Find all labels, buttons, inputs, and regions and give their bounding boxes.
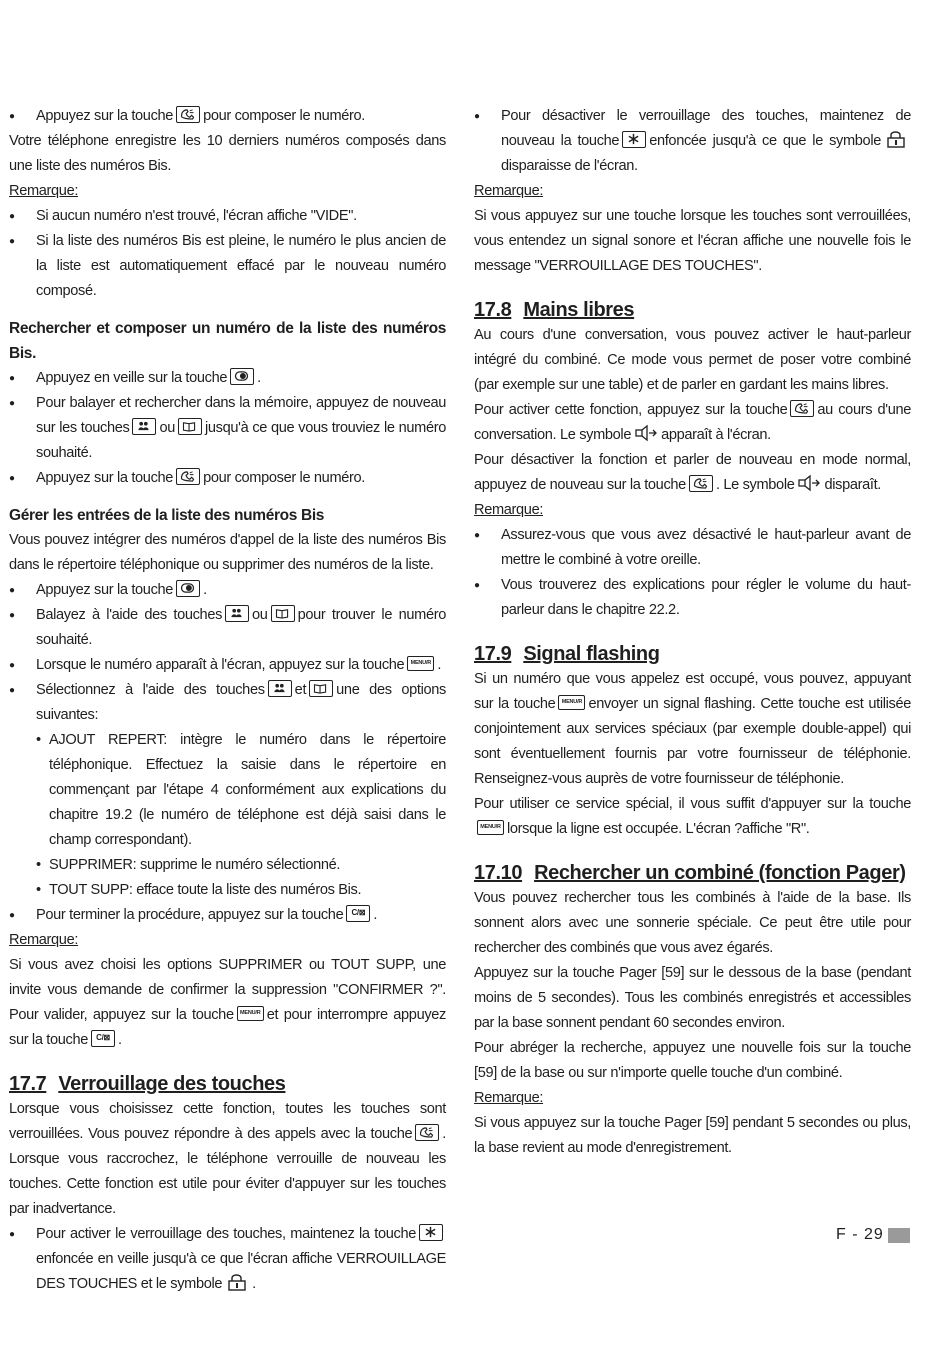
book-key-icon bbox=[178, 418, 202, 435]
text: pour trouver le numéro souhaité. bbox=[36, 607, 446, 648]
section-number: 17.7 bbox=[9, 1073, 47, 1095]
text: Appuyez sur la touche bbox=[36, 108, 174, 124]
menu-key-icon bbox=[477, 820, 504, 835]
remark-label: Remarque: bbox=[474, 1090, 544, 1106]
clear-key-icon bbox=[91, 1030, 115, 1047]
speaker-icon bbox=[635, 424, 657, 442]
text: Appuyez sur la touche bbox=[36, 582, 174, 598]
paragraph: Vous pouvez intégrer des numéros d'appel de la liste des numéros Bis dans le répertoire téléphonique ou supprimer des numéros de la liste. bbox=[9, 532, 446, 573]
text: Pour terminer la procédure, appuyez sur la touche bbox=[36, 907, 344, 923]
text: Pour activer le verrouillage des touches, maintenez la touche bbox=[36, 1226, 416, 1242]
remark-label: Remarque: bbox=[474, 502, 544, 518]
page-marker-bar bbox=[888, 1228, 910, 1243]
section-title: Signal flashing bbox=[523, 643, 660, 665]
text: Pour désactiver le verrouillage des touches, maintenez de nouveau la touche bbox=[501, 108, 911, 149]
key-label: MENU/R bbox=[410, 660, 432, 666]
lock-icon bbox=[885, 130, 907, 148]
remark-label: Remarque: bbox=[474, 183, 544, 199]
section-title: Rechercher un combiné (fonction Pager) bbox=[534, 862, 906, 884]
text: . Lorsque vous raccrochez, le téléphone verrouille de nouveau les touches. Cette fonction est utile pour éviter d'appuyer sur les touches par inadvertance. bbox=[9, 1126, 446, 1217]
list-item bbox=[474, 104, 911, 179]
text: Lorsque vous choisissez cette fonction, toutes les touches sont verrouillées. Vous pouvez répondre à des appels avec la touche bbox=[9, 1101, 446, 1142]
list-item: ● Si aucun numéro n'est trouvé, l'écran affiche "VIDE". bbox=[9, 204, 446, 229]
key-label: MENU/R bbox=[239, 1010, 261, 1016]
text: et pour interrompre appuyez sur la touche bbox=[9, 1007, 446, 1048]
text: disparaisse de l'écran. bbox=[501, 158, 638, 174]
list-item bbox=[9, 466, 446, 491]
text: lorsque la ligne est occupée. L'écran ?affiche "R". bbox=[507, 821, 810, 837]
remark-label: Remarque: bbox=[9, 932, 79, 948]
text: et bbox=[294, 682, 307, 698]
speaker-icon bbox=[798, 474, 820, 492]
handsfree-key-icon bbox=[176, 468, 200, 485]
section-title: Mains libres bbox=[523, 299, 635, 321]
text: enfoncée jusqu'à ce que le symbole bbox=[649, 133, 881, 149]
key-label: MENU/R bbox=[480, 824, 501, 830]
handsfree-key-icon bbox=[415, 1124, 439, 1141]
section-heading-17-9 bbox=[474, 641, 911, 667]
paragraph: Si vous avez choisi les options SUPPRIMER ou TOUT SUPP, une invite vous demande de confirmer la suppression "CONFIRMER ?". Pour valider, appuyez sur la touche MENU/R et pour interrompre appuyez sur la touche C/⊠ . bbox=[9, 957, 446, 1048]
paragraph bbox=[474, 448, 911, 498]
redial-key-icon bbox=[176, 580, 200, 597]
key-label: MENU/R bbox=[561, 699, 583, 705]
list-item: ● Appuyez en veille sur la touche . bbox=[9, 366, 446, 391]
sub-item: • SUPPRIMER: supprime le numéro sélectionné. bbox=[9, 853, 446, 878]
list-item bbox=[9, 603, 446, 653]
text: au cours d'une conversation. Le symbole bbox=[474, 402, 911, 443]
section-heading-17-7 bbox=[9, 1071, 446, 1097]
lock-icon bbox=[226, 1273, 248, 1291]
people-key-icon bbox=[268, 680, 292, 697]
page-number: F - 29 bbox=[836, 1226, 884, 1243]
list-item bbox=[9, 391, 446, 466]
right-column bbox=[474, 104, 911, 1161]
paragraph bbox=[9, 1097, 446, 1222]
section-number: 17.9 bbox=[474, 643, 512, 665]
text: Appuyez sur la touche bbox=[36, 470, 174, 486]
text: enfoncée en veille jusqu'à ce que l'écran affiche VERROUILLAGE DES TOUCHES et le symbole bbox=[36, 1251, 446, 1292]
text: une des options suivantes: bbox=[36, 682, 446, 723]
list-item: ● Si la liste des numéros Bis est pleine, le numéro le plus ancien de la liste est automatiquement effacé par le nouveau numéro composé. bbox=[9, 229, 446, 304]
people-key-icon bbox=[132, 418, 156, 435]
text: ou bbox=[252, 607, 268, 623]
paragraph: Si vous appuyez sur la touche Pager [59] pendant 5 secondes ou plus, la base revient au mode d'enregistrement. bbox=[474, 1115, 911, 1156]
paragraph bbox=[474, 792, 911, 842]
text: Si un numéro que vous appelez est occupé, vous pouvez, appuyant sur la touche bbox=[474, 671, 911, 712]
paragraph: Si vous appuyez sur une touche lorsque les touches sont verrouillées, vous entendez un signal sonore et l'écran affiche une nouvelle fois le message "VERROUILLAGE DES TOUCHES". bbox=[474, 208, 911, 274]
menu-key-icon bbox=[558, 695, 585, 710]
key-label: C/⊠ bbox=[351, 908, 366, 917]
menu-key-icon bbox=[407, 656, 434, 671]
sub-item: • AJOUT REPERT: intègre le numéro dans le répertoire téléphonique. Effectuez la saisie dans le répertoire en commençant par l'étape 4 conformément aux explications du chapitre 19.2 (le numéro de téléphone est déjà saisi dans le champ correspondant). bbox=[9, 728, 446, 853]
star-key-icon bbox=[419, 1224, 443, 1241]
text: ou bbox=[159, 420, 175, 436]
section-heading-17-10 bbox=[474, 860, 911, 886]
text: pour composer le numéro. bbox=[203, 470, 366, 486]
section-heading-17-8 bbox=[474, 297, 911, 323]
remark-label: Remarque: bbox=[9, 183, 79, 199]
menu-key-icon bbox=[237, 1006, 264, 1021]
text: Pour utiliser ce service spécial, il vous suffit d'appuyer sur la touche bbox=[474, 796, 911, 812]
text: envoyer un signal flashing. Cette touche est utilisée conjointement aux services spéciaux (par exemple double-appel) qui sont éventuellement fournis par votre fournisseur de téléphonie. Renseignez-vous auprès de votre fournisseur de téléphonie. bbox=[474, 696, 911, 787]
paragraph: Appuyez sur la touche Pager [59] sur le dessous de la base (pendant moins de 5 secondes). Tous les combinés enregistrés et accessibles par la base sonnent pendant 60 secondes environ. bbox=[474, 965, 911, 1031]
text: Pour balayer et rechercher dans la mémoire, appuyez de nouveau sur les touches bbox=[36, 395, 446, 436]
list-item: ● Pour terminer la procédure, appuyez sur la touche C/⊠ . bbox=[9, 903, 446, 928]
handsfree-key-icon bbox=[790, 400, 814, 417]
book-key-icon bbox=[309, 680, 333, 697]
text: Appuyez en veille sur la touche bbox=[36, 370, 228, 386]
text: Pour désactiver la fonction et parler de nouveau en mode normal, appuyez de nouveau sur la touche bbox=[474, 452, 911, 493]
section-title: Verrouillage des touches bbox=[58, 1073, 286, 1095]
section-number: 17.8 bbox=[474, 299, 512, 321]
list-item: ● Vous trouverez des explications pour régler le volume du haut-parleur dans le chapitre 22.2. bbox=[474, 573, 911, 623]
text: jusqu'à ce que vous trouviez le numéro souhaité. bbox=[36, 420, 446, 461]
subheading-search: Rechercher et composer un numéro de la liste des numéros Bis. bbox=[9, 320, 446, 362]
handsfree-key-icon bbox=[689, 475, 713, 492]
paragraph: Votre téléphone enregistre les 10 derniers numéros composés dans une liste des numéros Bis. bbox=[9, 133, 446, 174]
list-item: ● Pour activer le verrouillage des touches, maintenez la touche enfoncée en veille jusqu'à ce que l'écran affiche VERROUILLAGE DES TOUCHES et le symbole . bbox=[9, 1222, 446, 1297]
list-item bbox=[9, 678, 446, 728]
paragraph: Vous pouvez rechercher tous les combinés à l'aide de la base. Ils sonnent alors avec une sonnerie spéciale. Ce peut être utile pour rechercher des combinés que vous avez égarés. bbox=[474, 890, 911, 956]
book-key-icon bbox=[271, 605, 295, 622]
paragraph: Pour abréger la recherche, appuyez une nouvelle fois sur la touche [59] de la base ou sur n'importe quelle touche d'un combiné. bbox=[474, 1040, 911, 1081]
clear-key-icon bbox=[346, 905, 370, 922]
list-item: ● Assurez-vous que vous avez désactivé le haut-parleur avant de mettre le combiné à votre oreille. bbox=[474, 523, 911, 573]
text: Sélectionnez à l'aide des touches bbox=[36, 682, 265, 698]
redial-key-icon bbox=[230, 368, 254, 385]
paragraph: Au cours d'une conversation, vous pouvez activer le haut-parleur intégré du combiné. Ce mode vous permet de poser votre combiné (par exemple sur une table) et de parler en gardant les mains libres. bbox=[474, 327, 911, 393]
section-number: 17.10 bbox=[474, 862, 523, 884]
handsfree-key-icon bbox=[176, 106, 200, 123]
text: apparaît à l'écran. bbox=[661, 427, 771, 443]
text: . Le symbole bbox=[715, 477, 795, 493]
people-key-icon bbox=[225, 605, 249, 622]
subheading-manage: Gérer les entrées de la liste des numéros Bis bbox=[9, 507, 325, 524]
paragraph bbox=[474, 667, 911, 792]
sub-item: • TOUT SUPP: efface toute la liste des numéros Bis. bbox=[9, 878, 446, 903]
text: disparaît. bbox=[824, 477, 882, 493]
text: Balayez à l'aide des touches bbox=[36, 607, 223, 623]
left-column bbox=[9, 104, 446, 1297]
text: Si vous avez choisi les options SUPPRIMER ou TOUT SUPP, une invite vous demande de confirmer la suppression "CONFIRMER ?". Pour valider, appuyez sur la touche bbox=[9, 957, 446, 1023]
key-label: C/⊠ bbox=[96, 1033, 110, 1042]
list-item: ● Appuyez sur la touche . bbox=[9, 578, 446, 603]
paragraph bbox=[474, 398, 911, 448]
list-item bbox=[9, 104, 446, 129]
list-item: ● Lorsque le numéro apparaît à l'écran, appuyez sur la touche MENU/R . bbox=[9, 653, 446, 678]
text: pour composer le numéro. bbox=[203, 108, 366, 124]
text: Pour activer cette fonction, appuyez sur la touche bbox=[474, 402, 788, 418]
text: Lorsque le numéro apparaît à l'écran, appuyez sur la touche bbox=[36, 657, 405, 673]
star-key-icon bbox=[622, 131, 646, 148]
